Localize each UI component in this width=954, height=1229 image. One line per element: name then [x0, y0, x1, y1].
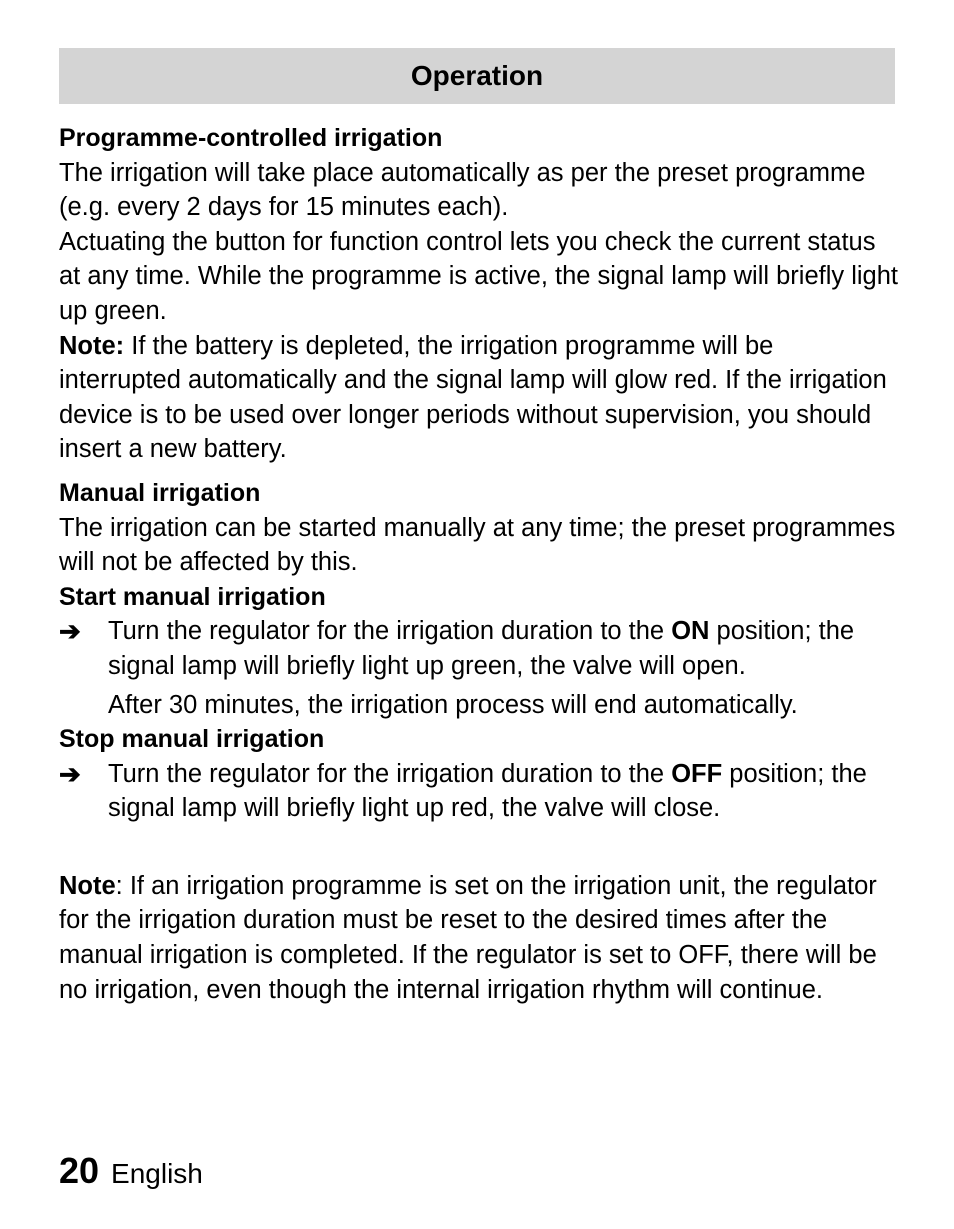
paragraph-programme-intro: The irrigation will take place automatically as per the preset programme (e.g. every 2 days for 15 minutes each). [59, 158, 866, 222]
step-stop [59, 757, 899, 826]
note-regulator-text: : If an irrigation programme is set on the irrigation unit, the regulator for the irrigation duration must be reset to the desired times after the manual irrigation is completed. If the regulator is set to OFF, there will be no irrigation, even though the internal irrigation rhythm will continue. [59, 871, 877, 1004]
section-title: Operation [410, 60, 544, 91]
paragraph-manual-intro: The irrigation can be started manually at any time; the preset programmes will not be affected by this. [59, 513, 896, 577]
step-start [59, 614, 899, 683]
language-label: English [111, 1158, 203, 1189]
page-content [59, 121, 899, 1007]
page-footer [59, 1150, 203, 1192]
paragraph-function-control: Actuating the button for function control lets you check the current status at any time. While the programme is active, the signal lamp will briefly light up green. [59, 227, 898, 325]
page-number: 20 [59, 1150, 100, 1191]
keyword-off: OFF [671, 759, 723, 788]
note-battery-text: If the battery is depleted, the irrigation programme will be interrupted automatically and the signal lamp will glow red. If the irrigation device is to be used over longer periods without supervision, you should insert a new battery. [59, 331, 887, 464]
arrow-right-icon: ➔ [59, 616, 81, 647]
note-battery [59, 329, 899, 467]
note-label: Note: [59, 331, 125, 360]
note2-label: Note [59, 871, 116, 900]
step-start-after-note: After 30 minutes, the irrigation process will end automatically. [108, 690, 798, 719]
heading-programme-controlled: Programme-controlled irrigation [59, 124, 443, 152]
step-start-text-after: position; the signal lamp will briefly light up green, the valve will open. [108, 617, 855, 680]
heading-stop-manual: Stop manual irrigation [59, 725, 325, 754]
note-regulator [59, 869, 899, 1007]
section-header [59, 48, 895, 104]
keyword-on: ON [671, 617, 710, 646]
step-stop-text-before: Turn the regulator for the irrigation duration to the [108, 759, 672, 788]
arrow-right-icon: ➔ [59, 758, 81, 789]
heading-start-manual: Start manual irrigation [59, 582, 326, 611]
step-stop-text-after: position; the signal lamp will briefly light up red, the valve will close. [108, 759, 867, 823]
heading-manual-irrigation: Manual irrigation [59, 478, 261, 507]
step-start-text-before: Turn the regulator for the irrigation duration to the [108, 617, 672, 646]
